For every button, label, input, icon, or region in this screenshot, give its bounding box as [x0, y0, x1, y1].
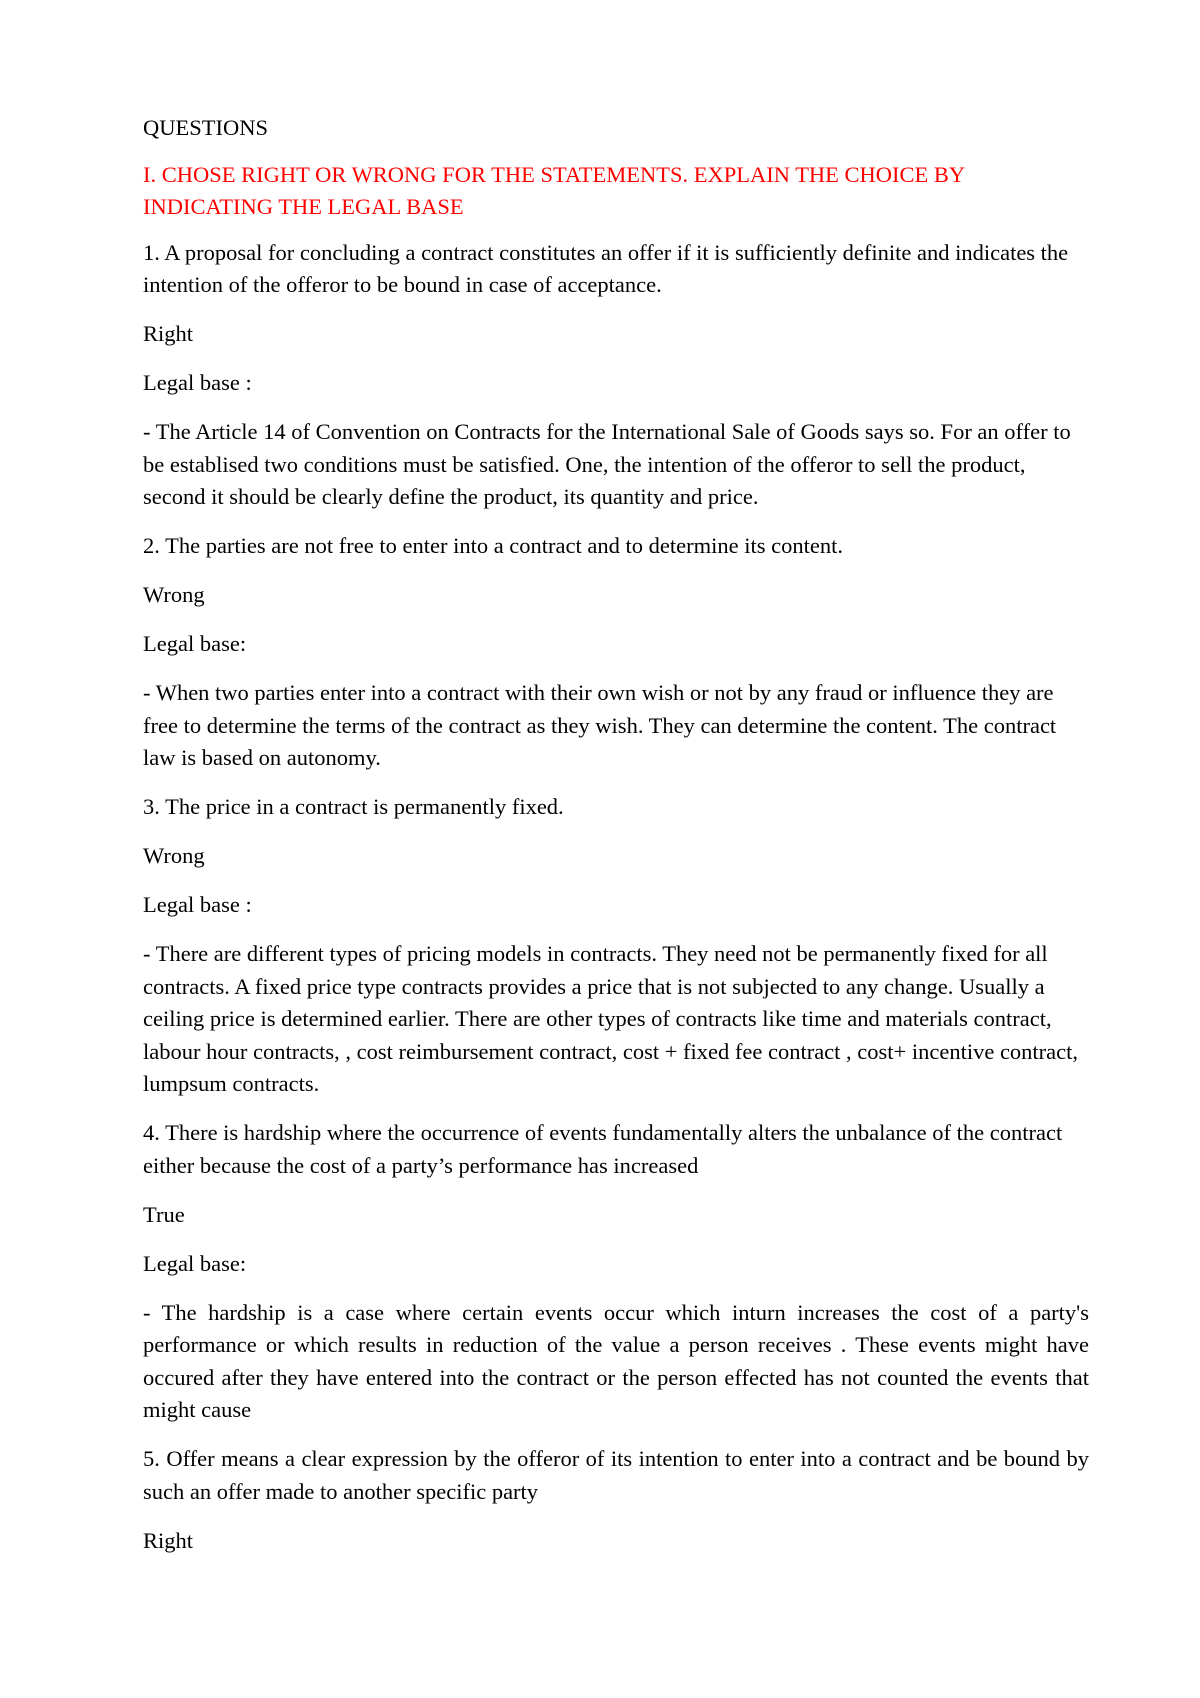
question-2-explanation: - When two parties enter into a contract with their own wish or not by any fraud or influence they are free to determine the terms of the contract as they wish. They can determine the content. The contract law is based on autonomy.	[143, 680, 1057, 770]
question-3-answer: Wrong	[143, 843, 205, 868]
question-1-answer: Right	[143, 321, 194, 346]
question-1-statement: 1. A proposal for concluding a contract constitutes an offer if it is sufficiently definite and indicates the intention of the offeror to be bound in case of acceptance.	[143, 239, 1069, 297]
question-3-legal-base-label: Legal base :	[143, 892, 252, 917]
page-heading: QUESTIONS	[143, 115, 269, 140]
question-4-statement: 4. There is hardship where the occurrence of events fundamentally alters the unbalance of the contract either because the cost of a party’s performance has increased	[143, 1120, 1063, 1178]
section-title: I. CHOSE RIGHT OR WRONG FOR THE STATEMENTS. EXPLAIN THE CHOICE BY INDICATING THE LEGAL BASE	[143, 161, 965, 219]
question-3-explanation: - There are different types of pricing models in contracts. They need not be permanently fixed for all contracts. A fixed price type contracts provides a price that is not subjected to any change. Usually a ceiling price is determined earlier. There are other types of contracts like time and materials contract, labour hour contracts, , cost reimbursement contract, cost + fixed fee contract , cost+ incentive contract, lumpsum contracts.	[143, 941, 1079, 1096]
document-body	[143, 112, 1089, 1574]
question-2-legal-base-label: Legal base:	[143, 631, 247, 656]
question-1-legal-base-label: Legal base :	[143, 370, 252, 395]
question-3-statement: 3. The price in a contract is permanently fixed.	[143, 794, 564, 819]
question-4-explanation: - The hardship is a case where certain events occur which inturn increases the cost of a party's performance or which results in reduction of the value a person receives . These events might have occured after they have entered into the contract or the person effected has not counted the events that might cause	[143, 1299, 1089, 1422]
question-4-answer: True	[143, 1201, 185, 1227]
question-5-answer: Right	[143, 1527, 194, 1553]
question-4-legal-base-label: Legal base:	[143, 1250, 247, 1276]
question-5-statement: 5. Offer means a clear expression by the offeror of its intention to enter into a contract and be bound by such an offer made to another specific party	[143, 1446, 1089, 1504]
question-2-statement: 2. The parties are not free to enter into a contract and to determine its content.	[143, 533, 843, 558]
question-2-answer: Wrong	[143, 582, 205, 607]
question-1-explanation: - The Article 14 of Convention on Contracts for the International Sale of Goods says so. For an offer to be establised two conditions must be satisfied. One, the intention of the offeror to sell the product, second it should be clearly define the product, its quantity and price.	[143, 419, 1071, 509]
